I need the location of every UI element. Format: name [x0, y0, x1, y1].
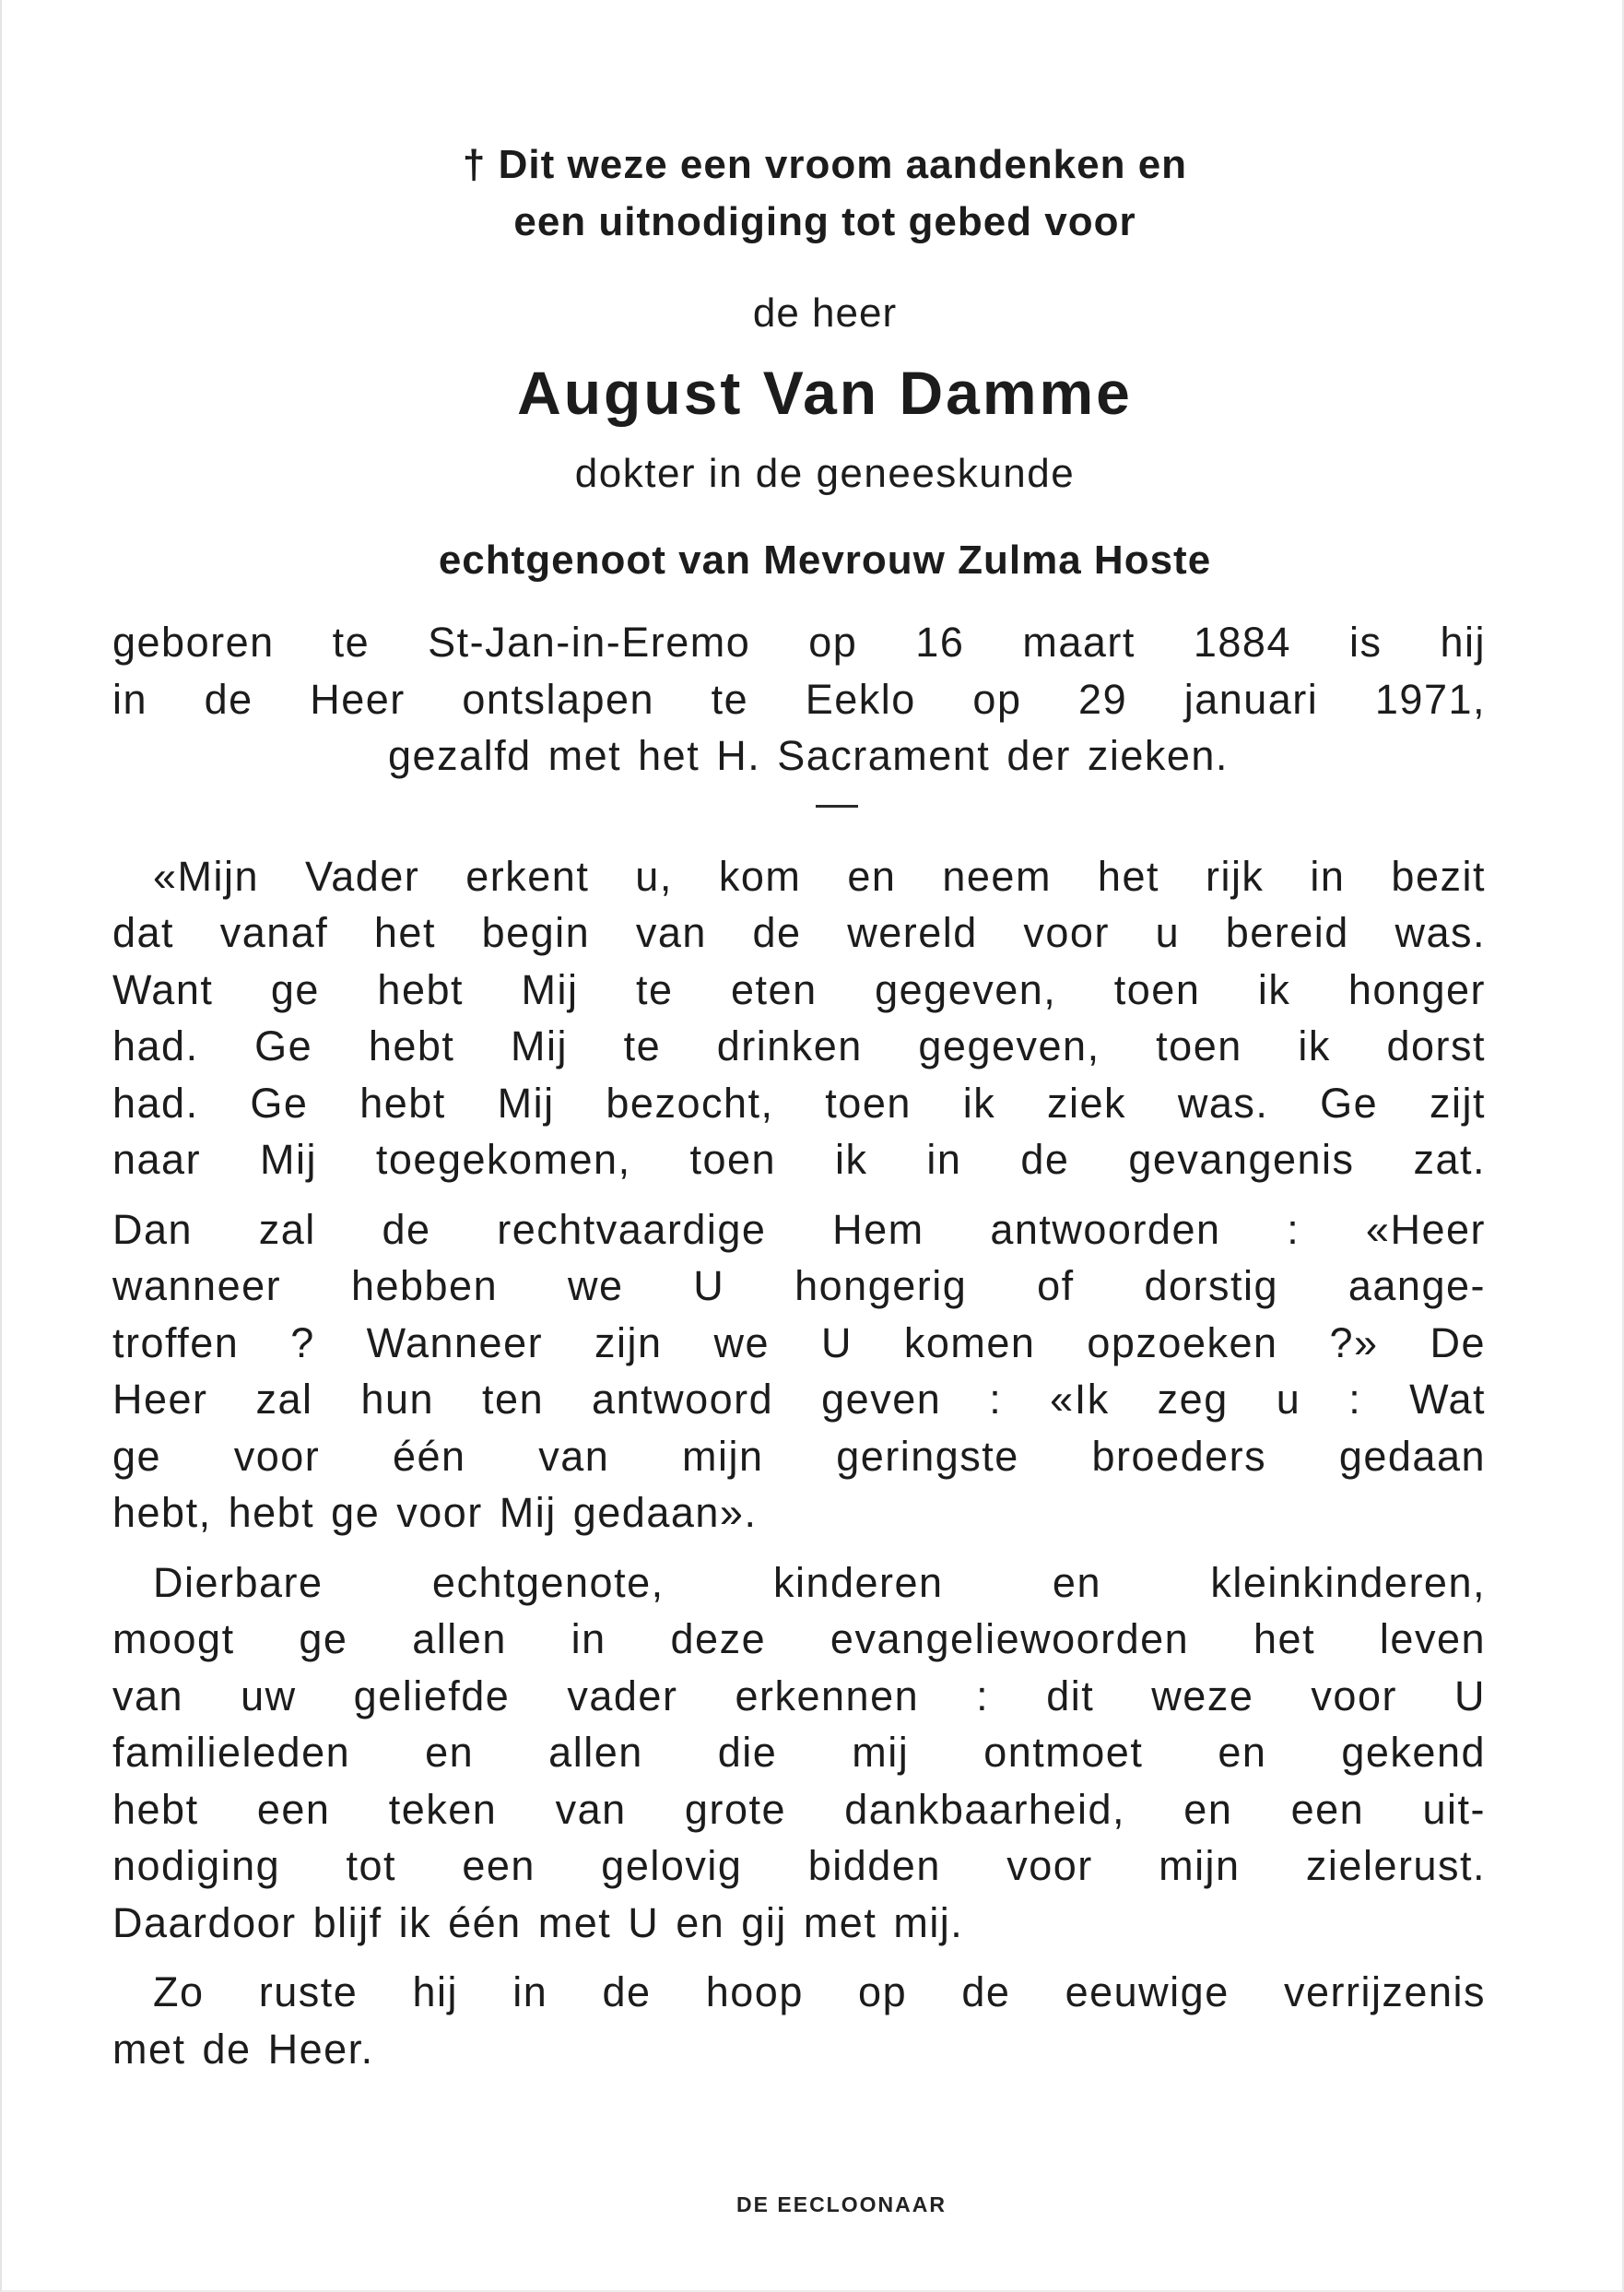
family-line: Dierbare echtgenote, kinderen en kleinkinderen,	[153, 1558, 1486, 1606]
deceased-name: August Van Damme	[517, 359, 1133, 427]
family-line: Daardoor blijf ik één met U en gij met mij.	[112, 1898, 964, 1946]
closing-paragraph	[112, 1964, 1486, 2077]
quote-line: «Mijn Vader erkent u, kom en neem het rijk in bezit	[153, 852, 1486, 900]
profession: dokter in de geneeskunde	[574, 451, 1076, 496]
quote-line: had. Ge hebt Mij te drinken gegeven, toen ik dorst	[112, 1022, 1486, 1069]
printer-imprint	[2, 2192, 1624, 2217]
card-content	[112, 136, 1486, 2077]
family-paragraph	[112, 1554, 1486, 1952]
judgment-line: troffen ? Wanneer zijn we U komen opzoeken ?» De	[112, 1318, 1486, 1366]
intro-line-2: een uitnodiging tot gebed voor	[513, 199, 1136, 244]
separator-dash	[816, 805, 858, 808]
death-line: in de Heer ontslapen te Eeklo op 29 januari 1971,	[112, 675, 1486, 723]
family-line: van uw geliefde vader erkennen : dit weze voor U	[112, 1672, 1486, 1719]
judgment-line: ge voor één van mijn geringste broeders gedaan	[112, 1432, 1486, 1480]
birth-death-paragraph	[112, 614, 1486, 785]
family-line: hebt een teken van grote dankbaarheid, en een uit-	[112, 1785, 1486, 1833]
judgment-line: Heer zal hun ten antwoord geven : «Ik zeg u : Wat	[112, 1376, 1486, 1423]
family-line: nodiging tot een gelovig bidden voor mijn zielerust.	[112, 1842, 1486, 1889]
quote-line: Want ge hebt Mij te eten gegeven, toen ik honger	[112, 965, 1486, 1013]
quote-line: had. Ge hebt Mij bezocht, toen ik ziek was. Ge zijt	[112, 1079, 1486, 1127]
quote-line: dat vanaf het begin van de wereld voor u bereid was.	[112, 909, 1486, 956]
judgment-line: wanneer hebben we U hongerig of dorstig aange-	[112, 1262, 1486, 1309]
closing-line: met de Heer.	[112, 2025, 374, 2073]
judgment-paragraph	[112, 1201, 1486, 1542]
title-de-heer: de heer	[752, 290, 898, 336]
birth-line: geboren te St-Jan-in-Eremo op 16 maart 1884 is hij	[112, 619, 1486, 666]
intro-line-1: † Dit weze een vroom aandenken en	[462, 142, 1188, 187]
judgment-line: hebt, hebt ge voor Mij gedaan».	[112, 1489, 758, 1536]
printer-name: DE EECLOONAAR	[736, 2192, 947, 2216]
quote-line: naar Mij toegekomen, toen ik in de gevangenis zat.	[112, 1136, 1486, 1183]
spouse-line: echtgenoot van Mevrouw Zulma Hoste	[438, 538, 1212, 583]
gospel-quote-paragraph	[112, 848, 1486, 1188]
sacrament-line: gezalfd met het H. Sacrament der zieken.	[388, 732, 1229, 779]
judgment-line: Dan zal de rechtvaardige Hem antwoorden : «Heer	[112, 1205, 1486, 1253]
family-line: moogt ge allen in deze evangeliewoorden het leven	[112, 1615, 1486, 1662]
family-line: familieleden en allen die mij ontmoet en gekend	[112, 1729, 1486, 1776]
closing-line: Zo ruste hij in de hoop op de eeuwige verrijzenis	[153, 1968, 1486, 2015]
